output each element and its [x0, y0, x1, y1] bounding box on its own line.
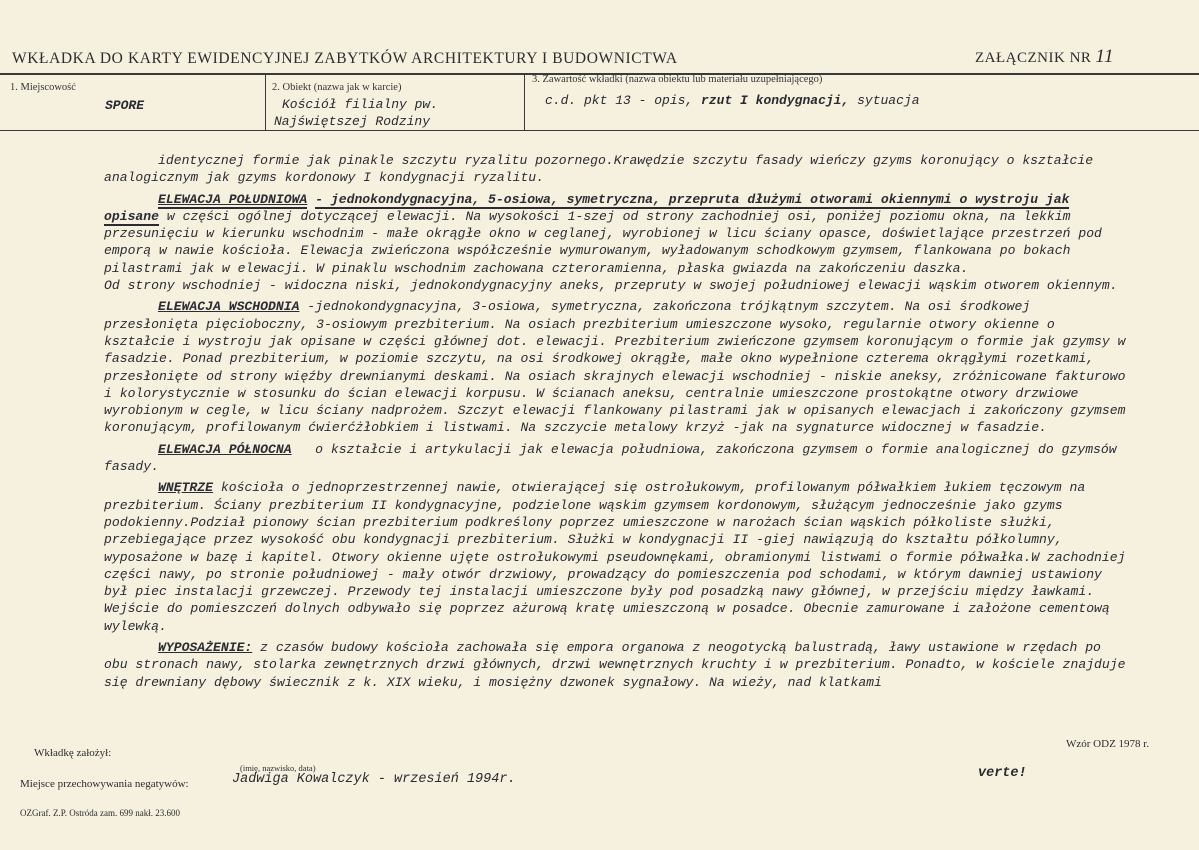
heading-north: ELEWACJA PÓŁNOCNA: [158, 441, 292, 457]
heading-interior: WNĘTRZE: [158, 480, 214, 496]
contents-value-bold: rzut I kondygnacji,: [701, 93, 850, 108]
printer-info: OZGraf. Z.P. Ostróda zam. 699 nakł. 23.600: [20, 808, 180, 818]
field-divider-1: [265, 74, 266, 131]
form-pattern-note: Wzór ODZ 1978 r.: [1066, 738, 1150, 750]
paragraph-furnishings: [104, 639, 1132, 691]
form-title: WKŁADKA DO KARTY EWIDENCYJNEJ ZABYTKÓW ARCHITEKTURY I BUDOWNICTWA: [12, 50, 678, 67]
verte-note: verte!: [978, 766, 1027, 781]
paragraph-1: [104, 152, 1132, 187]
paragraph-annex: Od strony wschodniej - widoczna niski, jednokondygnacyjny aneks, przepruty w swojej południowej elewacji wąskim otworem okiennym.: [104, 278, 1118, 294]
paragraph-interior: [104, 479, 1132, 635]
paragraph-north: [104, 441, 1132, 476]
name-date-note: (imię, nazwisko, data): [240, 763, 316, 773]
object-label: 2. Obiekt (nazwa jak w karcie): [272, 82, 402, 93]
south-body: w części ogólnej dotyczącej elewacji. Na wysokości 1-szej od strony zachodniej osi, poniżej poziomu okna, na lekkim przesunięciu w kierunku wschodnim - małe okrągłe okno w ceglanej, wyrobionej w licu ściany opasce, doświetlające przestrzeń pod emporą w nawie kościoła. Elewacja zwieńczona współcześnie wymurowanym, wyładowanym schodkowym gzymsem, flankowana po bokach pilastrami jak w elewacji. W pinaklu wschodnim zachowana czteroramienna, płaska gwiazda na zakończeniu daszka.: [104, 208, 1102, 276]
document-body: [104, 152, 1132, 691]
locality-label: 1. Miejscowość: [10, 82, 76, 93]
paragraph-south: [104, 191, 1132, 277]
annex-number: [975, 46, 1114, 68]
east-body: -jednokondygnacyjna, 3-osiowa, symetryczna, zakończona trójkątnym szczytem. Na osi środkowej przesłonięta pięcioboczny, 3-osiowym prezbiterium. Na osiach prezbiterium umieszczone wysoko, regularnie otwory okienne o kształcie i wystroju jak opisane w części głównej dot. elewacji. Prezbiterium zwieńczone gzymsem koronującym o formie jak gzymsy w fasadzie. Ponad prezbiterium, w poziomie szczytu, na osi środkowej okrągłe, małe okno wypełnione czterema okrągłymi rozetkami, przesłonięte od strony więźby drewnianymi deskami. Na osiach skrajnych elewacji wschodniej - niskie aneksy, zróżnicowane fakturowo i kolorystycznie w stosunku do ścian elewacji korpusu. W ścianach aneksu, centralnie umieszczone prostokątne otwory drzwiowe wyrobionym w cegle, w licu ściany nadprożem. Szczyt elewacji flankowany pilastrami jak w opisanych elewacjach i zakończony gzymsem koronującym, profilowanym ćwierćżłobkiem i listwami. Na szczycie metalowy krzyż -jak na sygnaturce widocznej w fasadzie.: [104, 299, 1126, 436]
fields-rule: [0, 130, 1199, 131]
heading-furnishings: WYPOSAŻENIE:: [158, 640, 253, 656]
negatives-location-label: Miejsce przechowywania negatywów:: [20, 778, 189, 790]
paragraph-east: [104, 298, 1132, 436]
annex-label: ZAŁĄCZNIK NR: [975, 50, 1092, 66]
heading-south: ELEWACJA POŁUDNIOWA: [158, 191, 308, 207]
author-signature: Jadwiga Kowalczyk - wrzesień 1994r.: [232, 772, 516, 787]
north-body: o kształcie i artykulacji jak elewacja południowa, zakończona gzymsem o formie analogicznej do gzymsów fasady.: [104, 441, 1117, 475]
paragraph-1-text: identycznej formie jak pinakle szczytu ryzalitu pozornego.Krawędzie szczytu fasady wieńczy gzyms koronujący o kształcie analogicznym jak gzyms kordonowy I kondygnacji ryzalitu.: [104, 153, 1094, 186]
field-divider-2: [524, 74, 525, 131]
object-line-2: Najświętszej Rodziny: [274, 114, 431, 129]
heading-east: ELEWACJA WSCHODNIA: [158, 299, 300, 315]
inserted-by-label: Wkładkę założył:: [34, 747, 112, 759]
contents-value-post: sytuacja: [857, 93, 920, 108]
object-line-1: Kościół filialny pw.: [282, 97, 439, 112]
contents-value: [545, 93, 920, 108]
annex-number-value: 11: [1095, 46, 1114, 67]
contents-label: 3. Zawartość wkładki (nazwa obiektu lub materiału uzupełniającego): [532, 74, 823, 85]
contents-value-pre: c.d. pkt 13 - opis,: [545, 93, 694, 108]
furnishings-body: z czasów budowy kościoła zachowała się empora organowa z neogotycką balustradą, ławy ustawione w rzędach po obu stronach nawy, stolarka zewnętrznych drzwi głównych, drzwi wewnętrznych kruchty i w prezbiterium. Ponadto, w kościele znajduje się drewniany dębowy świecznik z k. XIX wieku, i mosiężny dzwonek sygnałowy. Na wieży, nad klatkami: [104, 640, 1126, 690]
south-lead: - jednokondygnacyjna, 5-osiowa, symetryczna, przepruta dłużymi otworami okiennymi o wystroju jak opisane: [104, 191, 1070, 224]
locality-value: SPORE: [105, 98, 145, 113]
interior-body: kościoła o jednoprzestrzennej nawie, otwierającej się ostrołukowym, profilowanym półwałkiem łukiem tęczowym na prezbiterium. Ściany prezbiterium II kondygnacyjne, podzielone wąskim gzymsem kordonowym, służącym jednocześnie jako gzyms podokienny.Podział pionowy ścian prezbiterium podkreślony poprzez umieszczone w narożach ścian wąskich półkoliste służki, przebiegające przez wysokość obu kondygnacji prezbiterium. Służki w kondygnacji II -giej nawiązują do kształtu półkolumny, wyposażone w bazę i kapitel. Otwory okienne ujęte ostrołukowymi pseudownękami, obramionymi listwami o formie półwałka.W zachodniej części nawy, po stronie południowej - mały otwór drzwiowy, prowadzący do pomieszczenia pod schodami, w którym dawniej ustawiony był piec instalacji grzewczej. Przewody tej instalacji umieszczone były pod posadzką nawy głównej, w przejściu między ławkami. Wejście do pomieszczeń dolnych odbywało się poprzez ażurową kratę umieszczoną w posadce. Obecnie zamurowane i założone cementową wylewką.: [104, 480, 1126, 634]
